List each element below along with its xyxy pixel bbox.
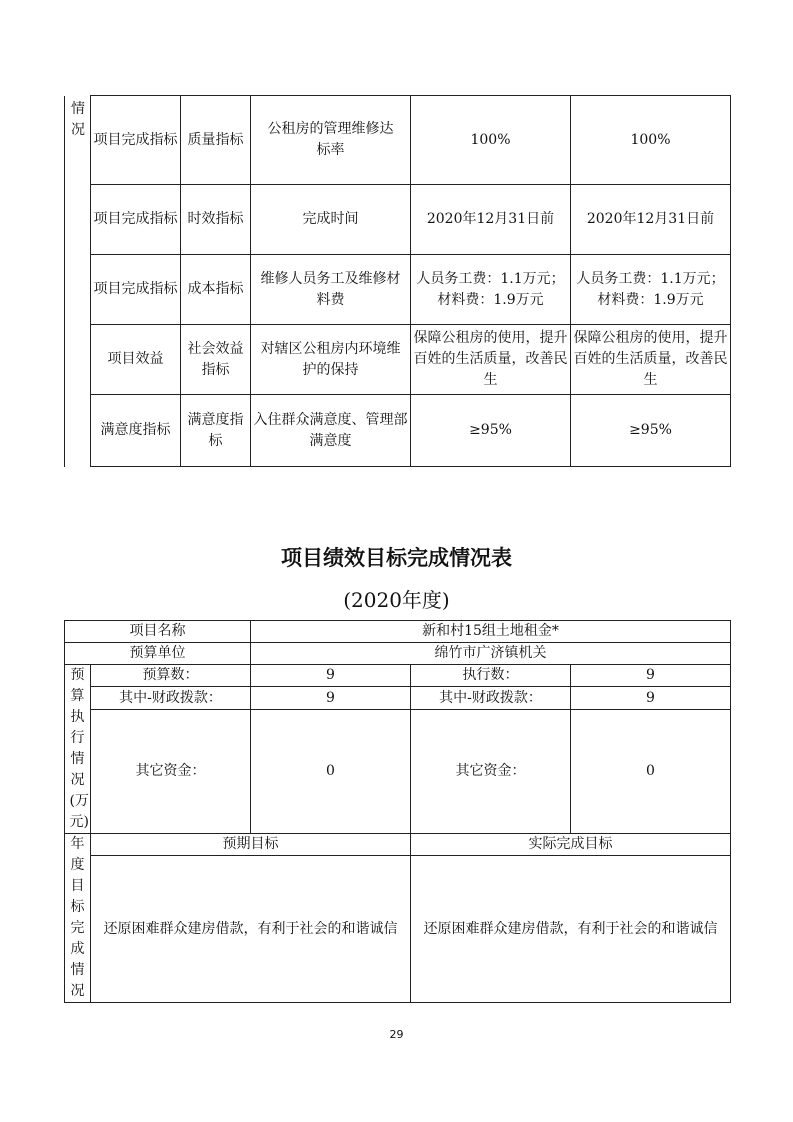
indicator-cell: 公租房的管理维修达标率 [251, 96, 411, 185]
planned-goal-text: 还原困难群众建房借款，有利于社会的和谐诚信 [91, 856, 411, 1003]
actual-cell: 2020年12月31日前 [571, 185, 731, 255]
type-cell: 社会效益指标 [181, 325, 251, 395]
other-funds-value: 0 [571, 709, 731, 833]
budget-section-label [65, 665, 91, 834]
fiscal-label: 其中-财政拨款： [91, 687, 251, 709]
other-funds-value: 0 [251, 709, 411, 833]
budget-value: 9 [251, 665, 411, 687]
type-cell: 成本指标 [181, 255, 251, 325]
planned-cell: 2020年12月31日前 [411, 185, 571, 255]
actual-goal-text: 还原困难群众建房借款，有利于社会的和谐诚信 [411, 856, 731, 1003]
actual-cell: 100% [571, 96, 731, 185]
side-label-text: 情况 [71, 100, 85, 138]
actual-goal-header: 实际完成目标 [411, 834, 731, 856]
category-cell: 项目完成指标 [91, 255, 181, 325]
actual-cell: ≥95% [571, 395, 731, 467]
planned-cell: 人员务工费：1.1万元；材料费：1.9万元 [411, 255, 571, 325]
budget-unit-label: 预算单位 [65, 643, 251, 665]
indicator-table [64, 95, 731, 467]
page-title: 项目绩效目标完成情况表 [281, 546, 512, 570]
goal-section-text: 年度目标完成情况 [70, 836, 85, 999]
budget-label: 预算数： [91, 665, 251, 687]
budget-unit-value: 绵竹市广济镇机关 [251, 643, 731, 665]
project-name-value: 新和村15组土地租金* [251, 621, 731, 643]
planned-cell: 保障公租房的使用，提升百姓的生活质量，改善民生 [411, 325, 571, 395]
type-cell: 质量指标 [181, 96, 251, 185]
planned-cell: ≥95% [411, 395, 571, 467]
fiscal-value: 9 [251, 687, 411, 709]
planned-cell: 100% [411, 96, 571, 185]
indicator-cell: 入住群众满意度、管理部满意度 [251, 395, 411, 467]
performance-table [64, 620, 731, 1003]
indicator-cell: 对辖区公租房内环境维护的保持 [251, 325, 411, 395]
other-funds-label: 其它资金： [411, 709, 571, 833]
exec-value: 9 [571, 665, 731, 687]
type-cell: 满意度指标 [181, 395, 251, 467]
page-number: 29 [389, 1028, 404, 1041]
category-cell: 项目完成指标 [91, 96, 181, 185]
other-funds-label: 其它资金： [91, 709, 251, 833]
indicator-cell: 维修人员务工及维修材料费 [251, 255, 411, 325]
type-cell: 时效指标 [181, 185, 251, 255]
page-subtitle: (2020年度) [343, 588, 450, 612]
indicator-cell: 完成时间 [251, 185, 411, 255]
budget-section-text: 预算执行情况(万元) [69, 667, 89, 830]
actual-cell: 人员务工费：1.1万元；材料费：1.9万元 [571, 255, 731, 325]
goal-section-label [65, 834, 91, 1003]
section-side-label [65, 96, 91, 467]
fiscal-value: 9 [571, 687, 731, 709]
fiscal-label: 其中-财政拨款： [411, 687, 571, 709]
planned-goal-header: 预期目标 [91, 834, 411, 856]
actual-cell: 保障公租房的使用，提升百姓的生活质量，改善民生 [571, 325, 731, 395]
project-name-label: 项目名称 [65, 621, 251, 643]
category-cell: 满意度指标 [91, 395, 181, 467]
category-cell: 项目效益 [91, 325, 181, 395]
category-cell: 项目完成指标 [91, 185, 181, 255]
exec-label: 执行数： [411, 665, 571, 687]
